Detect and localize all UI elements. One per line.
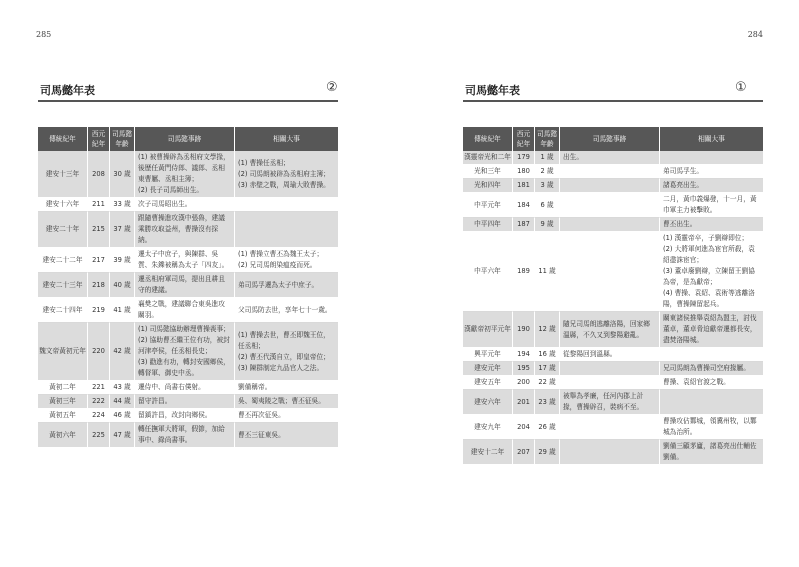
table-row [38, 212, 338, 248]
header-age: 司馬懿年齡 [535, 127, 560, 151]
header-related: 相關大事 [235, 127, 338, 151]
table-row [463, 312, 763, 348]
era-cell: 中平元年 [463, 193, 513, 218]
chronology-table [463, 127, 763, 465]
table-row [38, 423, 338, 448]
era-cell: 興平元年 [463, 348, 513, 362]
related-cell [235, 198, 338, 212]
section-marker: ② [326, 80, 338, 95]
era-cell: 中平四年 [463, 218, 513, 232]
age-cell: 22 歲 [535, 376, 560, 390]
age-cell: 11 歲 [535, 232, 560, 312]
related-cell: 劉備三顧茅廬，諸葛亮出仕輔佐劉備。 [660, 440, 763, 465]
table-row [463, 179, 763, 193]
year-cell: 207 [513, 440, 535, 465]
age-cell: 16 歲 [535, 348, 560, 362]
related-cell: 弟司馬孚遷為太子中庶子。 [235, 273, 338, 298]
event-cell [560, 179, 660, 193]
related-cell: 父司馬防去世，享年七十一歲。 [235, 298, 338, 323]
era-cell: 建安二十年 [38, 212, 88, 248]
age-cell: 6 歲 [535, 193, 560, 218]
page-title: 司馬懿年表 [40, 84, 95, 97]
related-cell: 諸葛亮出生。 [660, 179, 763, 193]
year-cell: 190 [513, 312, 535, 348]
header-event: 司馬懿事跡 [560, 127, 660, 151]
event-cell: 被舉為孝廉，任河內郡上計掾，曹操辟召，裝病不至。 [560, 390, 660, 415]
header-related: 相關大事 [660, 127, 763, 151]
table-row [463, 376, 763, 390]
related-cell: 曹操、袁紹官渡之戰。 [660, 376, 763, 390]
age-cell: 43 歲 [110, 381, 135, 395]
year-cell: 215 [88, 212, 110, 248]
header-year: 西元紀年 [513, 127, 535, 151]
event-cell: 留鎮許昌，改封向鄉侯。 [135, 409, 235, 423]
table-row [463, 165, 763, 179]
year-cell: 225 [88, 423, 110, 448]
table-row [463, 232, 763, 312]
related-cell: (1) 曹操立曹丕為魏王太子； (2) 兄司馬朗染瘟疫而死。 [235, 248, 338, 273]
year-cell: 194 [513, 348, 535, 362]
table-row [463, 348, 763, 362]
event-cell: 跟隨曹操進攻漢中張魯，建議乘勝攻取益州，曹操沒有採納。 [135, 212, 235, 248]
age-cell: 47 歲 [110, 423, 135, 448]
era-cell: 黃初三年 [38, 395, 88, 409]
year-cell: 219 [88, 298, 110, 323]
section-marker: ① [735, 80, 747, 95]
era-cell: 黃初六年 [38, 423, 88, 448]
related-cell: 劉備稱帝。 [235, 381, 338, 395]
table-row [463, 440, 763, 465]
year-cell: 187 [513, 218, 535, 232]
related-cell [660, 390, 763, 415]
event-cell: 留守許昌。 [135, 395, 235, 409]
age-cell: 39 歲 [110, 248, 135, 273]
year-cell: 184 [513, 193, 535, 218]
age-cell: 41 歲 [110, 298, 135, 323]
table-row [38, 381, 338, 395]
year-cell: 211 [88, 198, 110, 212]
age-cell: 1 歲 [535, 151, 560, 165]
year-cell: 218 [88, 273, 110, 298]
related-cell: (1) 曹操任丞相； (2) 司馬朗被辟為丞相府主簿； (3) 赤壁之戰，周瑜大敗曹操。 [235, 151, 338, 198]
year-cell: 204 [513, 415, 535, 440]
related-cell [660, 151, 763, 165]
related-cell: (1) 漢靈帝卒，子劉辯即位； (2) 大將軍何進為宦官所殺，袁紹盡誅宦官； (3) 董卓廢劉辯，立陳留王劉協為帝，是為獻帝； (4) 曹操、袁紹、袁術等逃離洛陽，曹操陳留起兵。 [660, 232, 763, 312]
left-page [0, 0, 399, 567]
era-cell: 黃初五年 [38, 409, 88, 423]
era-cell: 建安十六年 [38, 198, 88, 212]
event-cell: 遷侍中、尚書右僕射。 [135, 381, 235, 395]
event-cell [560, 440, 660, 465]
table-row [463, 415, 763, 440]
page-number: 285 [36, 30, 52, 39]
table-row [463, 151, 763, 165]
table-row [463, 362, 763, 376]
year-cell: 222 [88, 395, 110, 409]
table-row [38, 298, 338, 323]
table-row [38, 151, 338, 198]
event-cell: 隨兄司馬朗逃離洛陽，回家鄉溫縣，不久又到黎陽避亂。 [560, 312, 660, 348]
age-cell: 9 歲 [535, 218, 560, 232]
event-cell: 次子司馬昭出生。 [135, 198, 235, 212]
era-cell: 光和四年 [463, 179, 513, 193]
era-cell: 中平六年 [463, 232, 513, 312]
title-rule [463, 100, 763, 102]
related-cell: 弟司馬孚生。 [660, 165, 763, 179]
year-cell: 220 [88, 323, 110, 381]
year-cell: 179 [513, 151, 535, 165]
table-row [38, 409, 338, 423]
era-cell: 漢靈帝光和二年 [463, 151, 513, 165]
related-cell: 兄司馬朗為曹操司空府掾屬。 [660, 362, 763, 376]
related-cell: 吳、蜀夷陵之戰；曹丕征吳。 [235, 395, 338, 409]
event-cell: 遷丞相府軍司馬，提出且耕且守的建議。 [135, 273, 235, 298]
event-cell [560, 362, 660, 376]
related-cell [235, 212, 338, 248]
year-cell: 221 [88, 381, 110, 395]
related-cell: 二月，黃巾義爆發，十一月，黃巾軍主力被擊敗。 [660, 193, 763, 218]
related-cell: 關東諸侯推舉袁紹為盟主，討伐董卓，董卓脅迫獻帝遷都長安，盡焚洛陽城。 [660, 312, 763, 348]
event-cell [560, 415, 660, 440]
chronology-table [38, 127, 338, 448]
year-cell: 180 [513, 165, 535, 179]
era-cell: 建安九年 [463, 415, 513, 440]
age-cell: 23 歲 [535, 390, 560, 415]
era-cell: 建安五年 [463, 376, 513, 390]
event-cell [560, 376, 660, 390]
year-cell: 189 [513, 232, 535, 312]
year-cell: 200 [513, 376, 535, 390]
year-cell: 195 [513, 362, 535, 376]
related-cell: 曹丕再次征吳。 [235, 409, 338, 423]
related-cell: 曹操攻佔鄴城，領冀州牧，以鄴城為治所。 [660, 415, 763, 440]
related-cell [660, 348, 763, 362]
era-cell: 光和三年 [463, 165, 513, 179]
age-cell: 37 歲 [110, 212, 135, 248]
era-cell: 建安六年 [463, 390, 513, 415]
event-cell: (1) 司馬懿協助辦理曹操喪事； (2) 協助曹丕繼王位有功，被封河津亭侯，任丞相長史； (3) 勸進有功，轉封安國鄉侯，轉督軍、御史中丞。 [135, 323, 235, 381]
event-cell [560, 218, 660, 232]
event-cell [560, 232, 660, 312]
header-event: 司馬懿事跡 [135, 127, 235, 151]
age-cell: 12 歲 [535, 312, 560, 348]
related-cell: (1) 曹操去世，曹丕即魏王位，任丞相； (2) 曹丕代漢自立，即皇帝位； (3) 陳群制定九品官人之法。 [235, 323, 338, 381]
header-era: 傳統紀年 [463, 127, 513, 151]
related-cell: 曹丕出生。 [660, 218, 763, 232]
table-row [38, 323, 338, 381]
era-cell: 建安二十三年 [38, 273, 88, 298]
event-cell [560, 193, 660, 218]
table-row [38, 198, 338, 212]
era-cell: 建安元年 [463, 362, 513, 376]
year-cell: 217 [88, 248, 110, 273]
event-cell [560, 165, 660, 179]
header-era: 傳統紀年 [38, 127, 88, 151]
age-cell: 17 歲 [535, 362, 560, 376]
right-page [400, 0, 799, 567]
age-cell: 33 歲 [110, 198, 135, 212]
header-age: 司馬懿年齡 [110, 127, 135, 151]
title-rule [38, 100, 338, 102]
header-year: 西元紀年 [88, 127, 110, 151]
table-row [38, 273, 338, 298]
year-cell: 181 [513, 179, 535, 193]
era-cell: 魏文帝黃初元年 [38, 323, 88, 381]
year-cell: 224 [88, 409, 110, 423]
age-cell: 30 歲 [110, 151, 135, 198]
age-cell: 40 歲 [110, 273, 135, 298]
age-cell: 2 歲 [535, 165, 560, 179]
era-cell: 漢獻帝初平元年 [463, 312, 513, 348]
table-row [463, 218, 763, 232]
table-row [463, 193, 763, 218]
age-cell: 3 歲 [535, 179, 560, 193]
related-cell: 曹丕三征東吳。 [235, 423, 338, 448]
table-row [463, 390, 763, 415]
event-cell: 襄樊之戰，建議聯合東吳進攻關羽。 [135, 298, 235, 323]
event-cell: 遷太子中庶子，與陳群、吳質、朱鑠被稱為太子「四友」。 [135, 248, 235, 273]
year-cell: 201 [513, 390, 535, 415]
era-cell: 黃初二年 [38, 381, 88, 395]
age-cell: 26 歲 [535, 415, 560, 440]
table-row [38, 395, 338, 409]
age-cell: 29 歲 [535, 440, 560, 465]
age-cell: 44 歲 [110, 395, 135, 409]
year-cell: 208 [88, 151, 110, 198]
event-cell: 出生。 [560, 151, 660, 165]
era-cell: 建安十三年 [38, 151, 88, 198]
age-cell: 46 歲 [110, 409, 135, 423]
page-number: 284 [747, 30, 763, 39]
era-cell: 建安二十四年 [38, 298, 88, 323]
event-cell: 轉任撫軍大將軍，假節，加給事中、錄尚書事。 [135, 423, 235, 448]
age-cell: 42 歲 [110, 323, 135, 381]
event-cell: (1) 被曹操辟為丞相府文學掾，後歷任黃門侍郎、議郎、丞相東曹屬、丞相主簿； (2) 長子司馬師出生。 [135, 151, 235, 198]
table-row [38, 248, 338, 273]
era-cell: 建安十二年 [463, 440, 513, 465]
page-title: 司馬懿年表 [465, 84, 520, 97]
era-cell: 建安二十二年 [38, 248, 88, 273]
event-cell: 從黎陽回到溫縣。 [560, 348, 660, 362]
